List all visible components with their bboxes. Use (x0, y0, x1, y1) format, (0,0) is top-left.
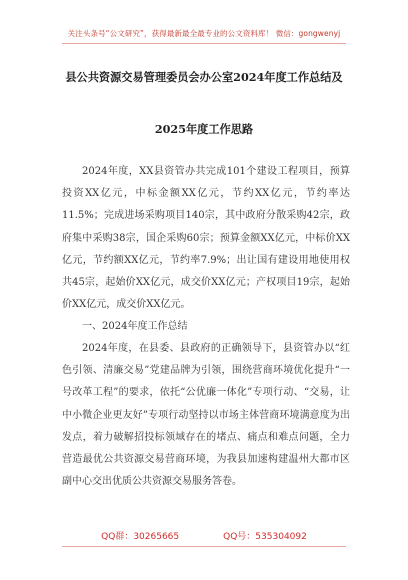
footer-divider (62, 546, 346, 547)
footer-qq-number: QQ号：535304092 (223, 532, 307, 542)
document-title-line2: 2025年度工作思路 (154, 122, 254, 136)
paragraph-work-summary: 2024年度，在县委、县政府的正确领导下，县资管办以“红色引领、清廉交易”党建品牌为引领，围绕营商环境优化提升“一号改革工程”的要求，依托“公优廉一体化”专项行动、“交易，让中小微企业更友好”专项行动坚持以市场主体营商环境满意度为出发点，着力破解招投标领域存在的堵点、痛点和难点问题，全力营造最优公共资源交易营商环境，为我县加速构建温州大都市区副中心交出优质公共资源交易服务答卷。 (62, 343, 350, 488)
footer-qq-group: QQ群：30265665 (101, 532, 180, 542)
document-title-line1: 县公共资源交易管理委员会办公室2024年度工作总结及 (65, 70, 343, 84)
footer-contact (0, 529, 408, 542)
header-divider (62, 43, 346, 44)
section-heading-1: 一、2024年度工作总结 (82, 321, 188, 332)
paragraph-summary-stats: 2024年度，XX县资管办共完成101个建设工程项目，预算投资XX亿元，中标金额XX亿元，节约XX亿元，节约率达11.5%；完成进场采购项目140宗，其中政府分散采购42宗，政府集中采购38宗，国企采购60宗；预算金额XX亿元，中标价XX亿元，节约额XX亿元，节约率7.9%；出让国有建设用地使用权共45宗，起始价XX亿元，成交价XX亿元；产权项目19宗，起始价XX亿元，成交价XX亿元。 (62, 166, 350, 311)
header-promo-text: 关注头条号“公文研究”，获得最新最全最专业的公文资料库！ 微信：gongwenyj (67, 29, 341, 38)
